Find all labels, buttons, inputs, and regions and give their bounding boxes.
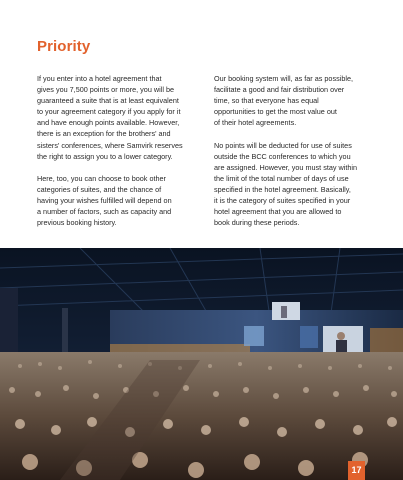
page-number: 17 (348, 461, 365, 480)
projection-screen (244, 326, 264, 346)
conference-hall-photo (0, 248, 403, 480)
audience (0, 352, 403, 480)
section-heading: Priority (37, 38, 91, 55)
projection-screen (300, 326, 318, 348)
speaker-on-screen (281, 306, 287, 318)
paragraph: Our booking system will, as far as possible, facilitate a good and fair distribution over time, so that everyone has equal opportunities to get the most value out of their hotel agreements. (214, 74, 354, 128)
conference-hall-illustration (0, 248, 403, 480)
paragraph: No points will be deducted for use of suites outside the BCC conferences to which you are assigned. However, you must stay within the limit of the total number of days of use specified in the hotel agreement. Basically, it is the category of suites specified in your hotel agreement that you are allowed to book during these periods. (214, 140, 358, 228)
right-text-column (214, 73, 374, 239)
paragraph: If you enter into a hotel agreement that gives you 7,500 points or more, you will be guaranteed a suite that is at least equivalent to your agreement category if you apply for it and have enough points available. However, there is an exception for the brothers' and sisters' conferences, where Samvirk reserves the right to assign you to a lower category. (37, 74, 183, 161)
paragraph: Here, too, you can choose to book other categories of suites, and the chance of having your wishes fulfilled will depend on a number of factors, such as capacity and previous booking history. (37, 173, 172, 228)
speaker-on-screen (337, 332, 345, 340)
speaker-on-screen (336, 340, 347, 352)
left-text-column (37, 73, 195, 239)
